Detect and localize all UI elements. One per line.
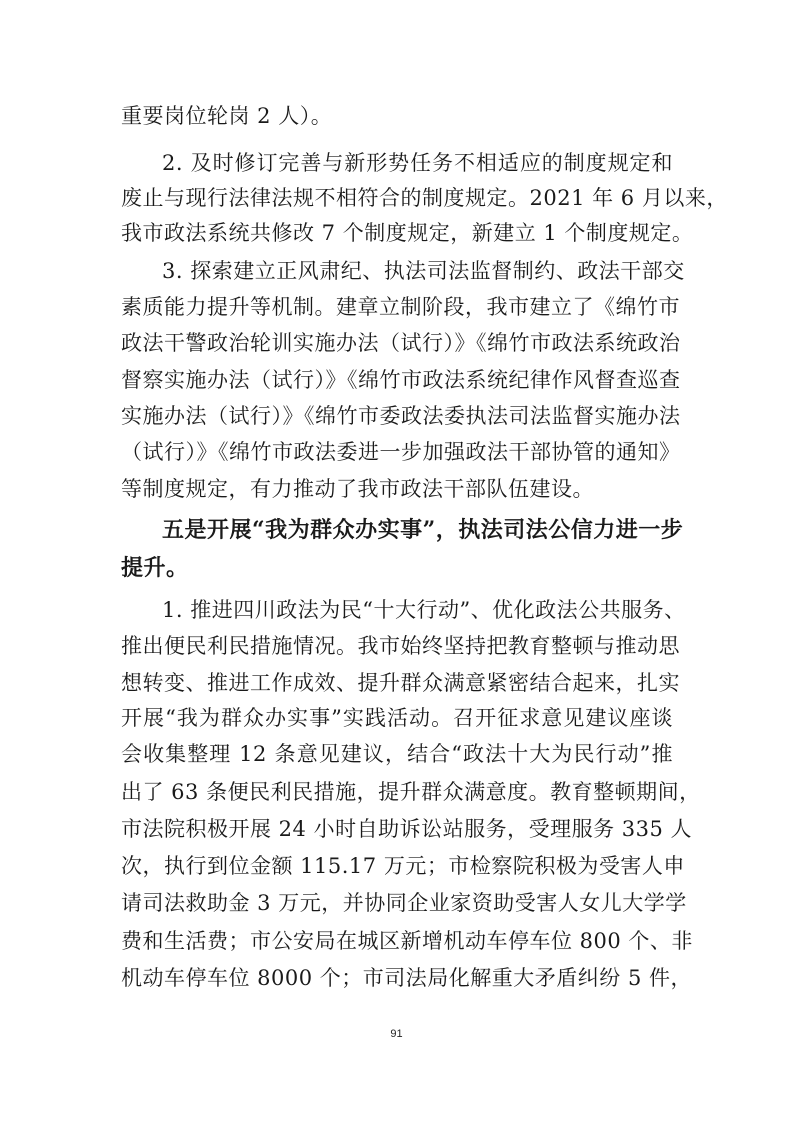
text-line-3: 废止与现行法律法规不相符合的制度规定。2021 年 6 月以来，: [121, 186, 728, 210]
text-line-19: 次，执行到位金额 115.17 万元；市检察院积极为受害人申: [121, 854, 685, 878]
text-line-5: 3. 探索建立正风肃纪、执法司法监督制约、政法干部交: [162, 259, 685, 283]
page-number: 91: [390, 1028, 403, 1040]
text-line-4: 我市政法系统共修改 7 个制度规定，新建立 1 个制度规定。: [121, 221, 694, 245]
text-line-13: 推出便民利民措施情况。我市始终坚持把教育整顿与推动思: [121, 634, 680, 658]
text-line-20: 请司法救助金 3 万元，并协同企业家资助受害人女儿大学学: [121, 891, 687, 915]
text-line-22: 机动车停车位 8000 个；市司法局化解重大矛盾纠纷 5 件，: [121, 966, 693, 990]
text-line-14: 想转变、推进工作成效、提升群众满意紧密结合起来，扎实: [121, 671, 680, 695]
text-line-9: 实施办法（试行）》《绵竹市委政法委执法司法监督实施办法: [121, 404, 681, 428]
text-line-8: 督察实施办法（试行）》《绵竹市政法系统纪律作风督查巡查: [121, 368, 681, 392]
text-line-11: 等制度规定，有力推动了我市政法干部队伍建设。: [121, 477, 594, 501]
section-heading-line-2: 提升。: [121, 555, 189, 581]
text-line-1: 重要岗位轮岗 2 人）。: [121, 104, 333, 128]
text-line-2: 2. 及时修订完善与新形势任务不相适应的制度规定和: [162, 151, 673, 175]
text-line-18: 市法院积极开展 24 小时自助诉讼站服务，受理服务 335 人: [121, 817, 693, 841]
text-line-7: 政法干警政治轮训实施办法（试行）》《绵竹市政法系统政治: [121, 331, 681, 355]
text-line-12: 1. 推进四川政法为民“十大行动”、优化政法公共服务、: [162, 598, 686, 622]
text-line-21: 费和生活费；市公安局在城区新增机动车停车位 800 个、非: [121, 929, 693, 953]
text-line-6: 素质能力提升等机制。建章立制阶段，我市建立了《绵竹市: [121, 295, 680, 319]
section-heading-line-1: 五是开展“我为群众办实事”，执法司法公信力进一步: [162, 517, 684, 543]
text-line-15: 开展“我为群众办实事”实践活动。召开征求意见建议座谈: [121, 706, 673, 730]
text-line-16: 会收集整理 12 条意见建议，结合“政法十大为民行动”推: [121, 742, 673, 766]
text-line-10: （试行）》《绵竹市政法委进一步加强政法干部协管的通知》: [121, 440, 681, 464]
text-line-17: 出了 63 条便民利民措施，提升群众满意度。教育整顿期间，: [121, 780, 701, 804]
